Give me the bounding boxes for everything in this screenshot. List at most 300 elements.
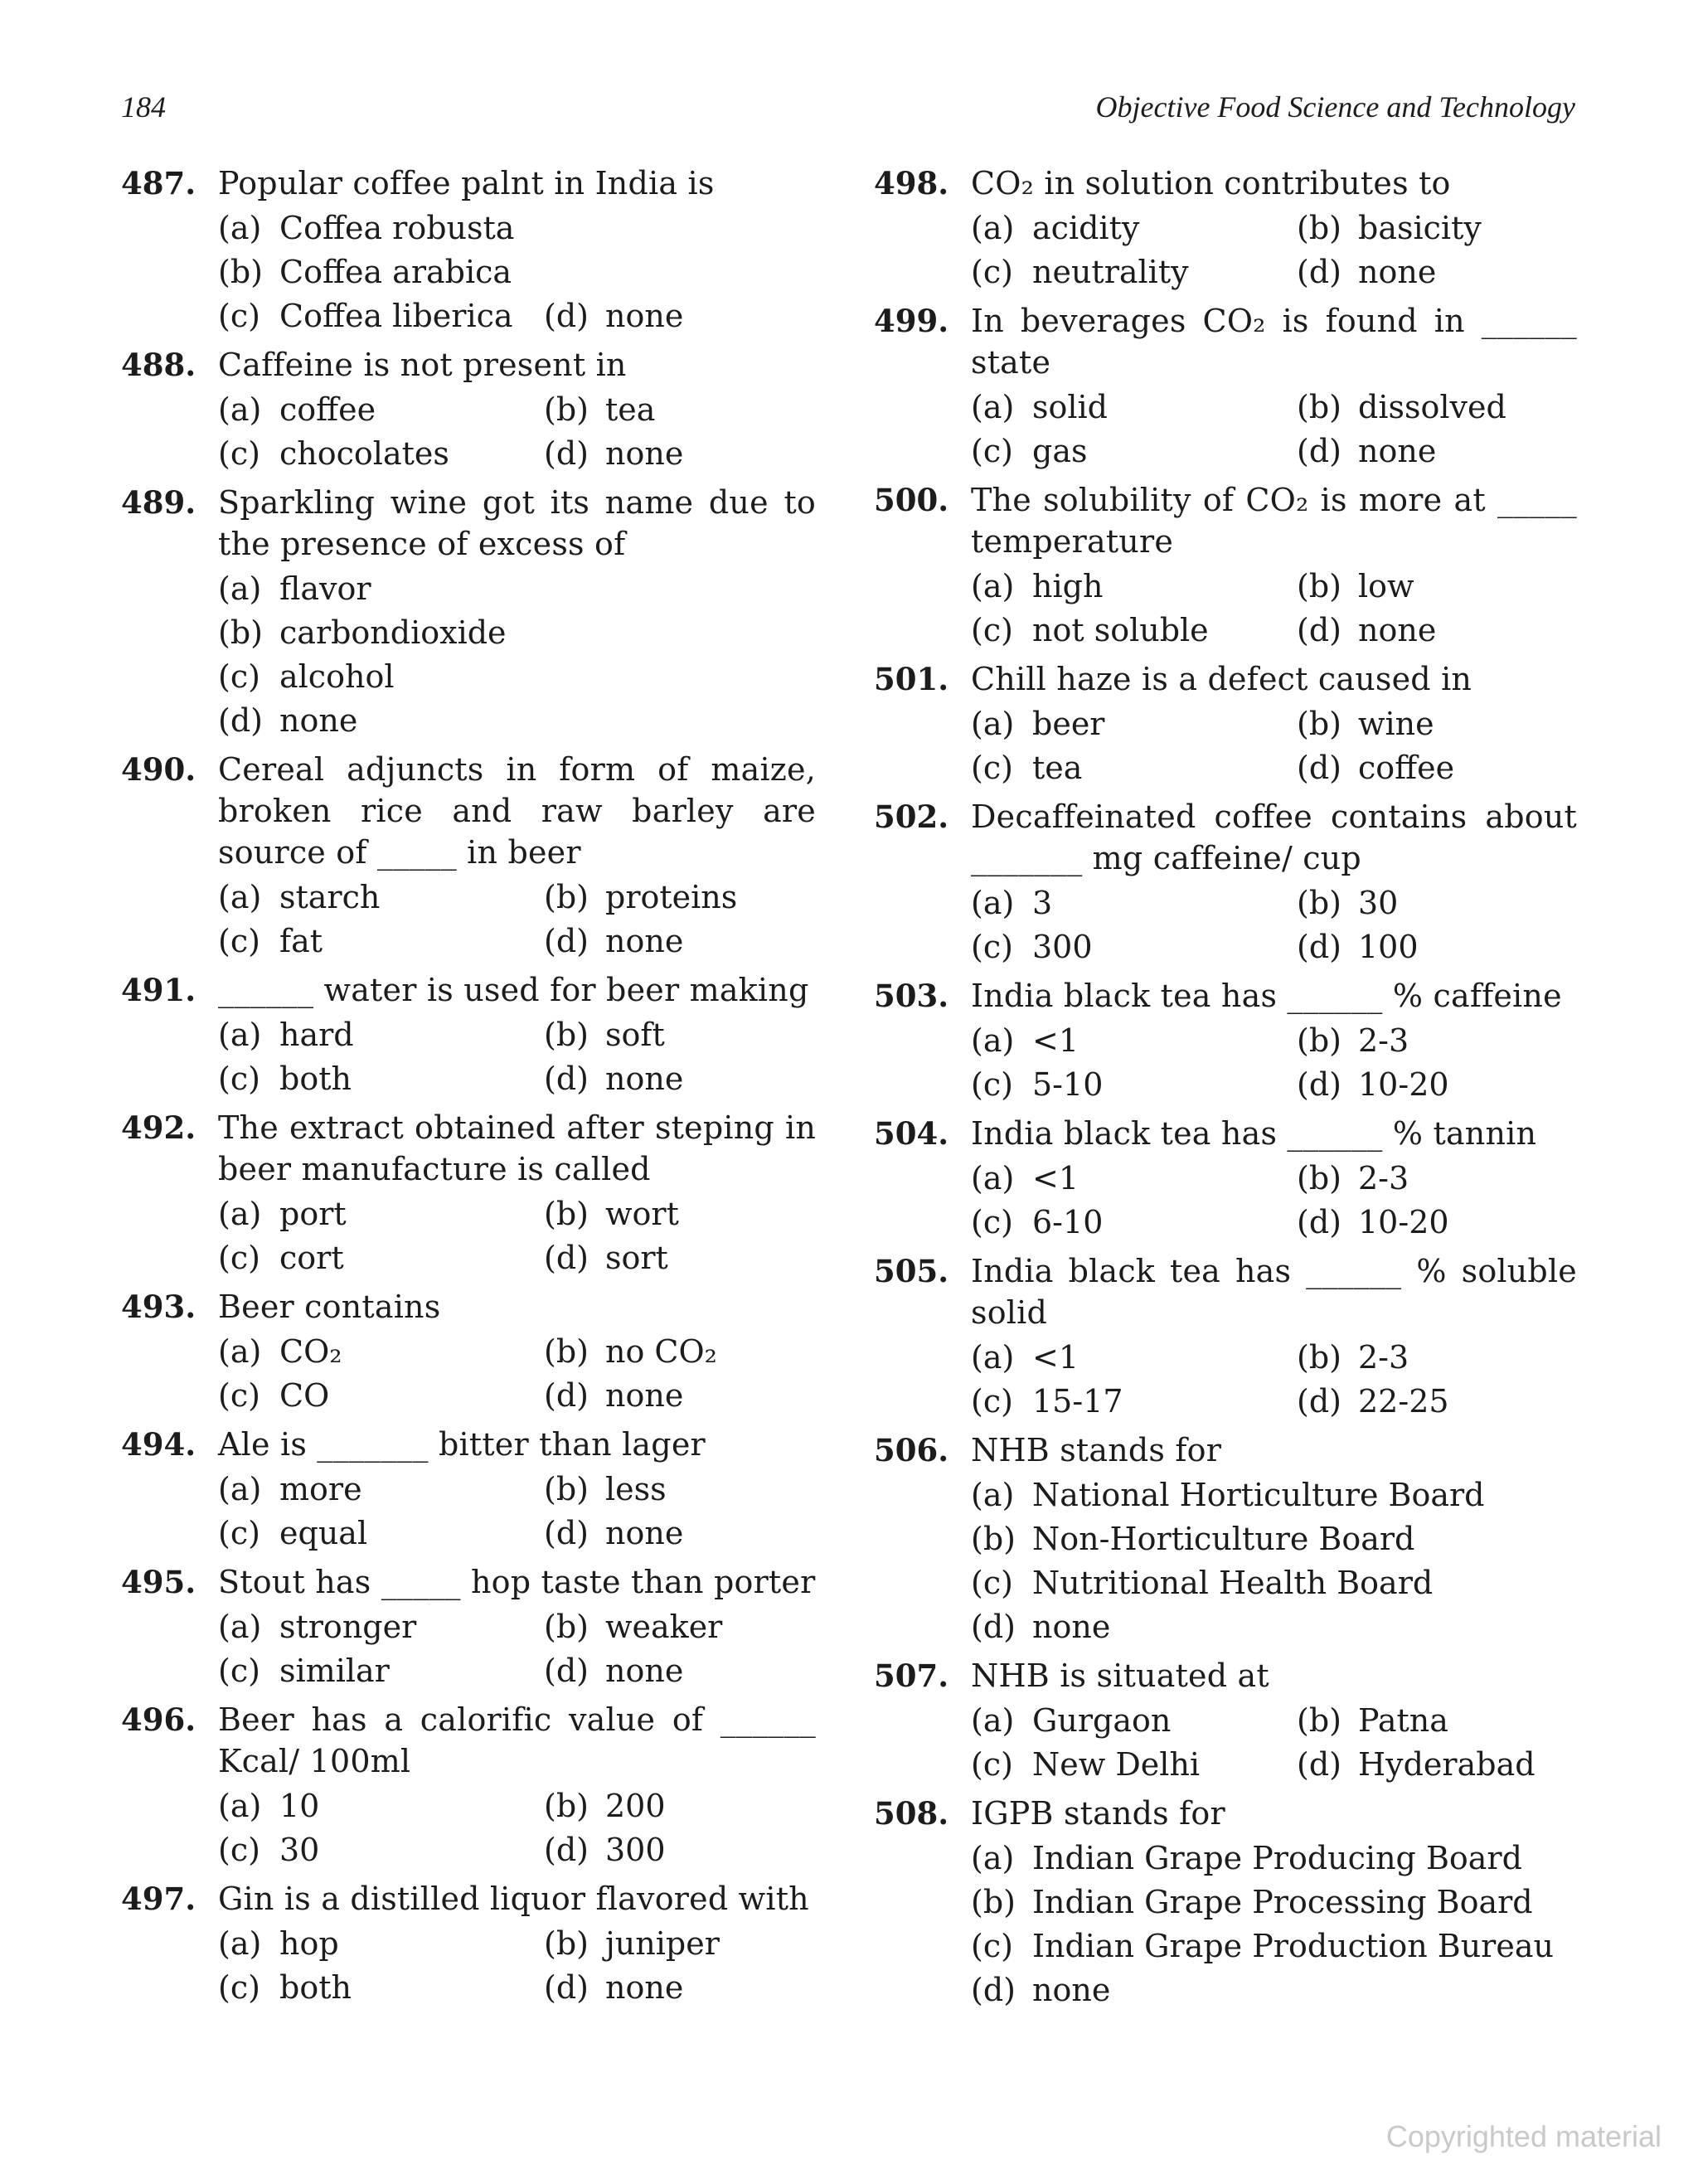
- question-stem: The solubility of CO₂ is more at _____ temperature: [971, 482, 1577, 560]
- option-list: [971, 1158, 1577, 1244]
- option-label: (a): [971, 1160, 1015, 1196]
- option-label: (d): [544, 1060, 589, 1097]
- option-list: [218, 1331, 816, 1417]
- option-text: stronger: [279, 1609, 417, 1645]
- option-label: (b): [544, 1609, 589, 1645]
- option-text: CO: [279, 1377, 330, 1414]
- option-item: [544, 1014, 816, 1056]
- question-number: 492.: [121, 1109, 196, 1146]
- option-text: no CO₂: [605, 1333, 717, 1370]
- option-label: (b): [1297, 1702, 1341, 1739]
- option-item: [544, 1606, 816, 1648]
- option-item: [544, 1829, 816, 1871]
- option-label: (d): [971, 1972, 1016, 2008]
- option-item: [218, 1468, 544, 1511]
- option-item: [1297, 703, 1577, 745]
- option-label: (d): [544, 923, 589, 959]
- option-label: (d): [544, 1969, 589, 2006]
- option-item: [971, 1201, 1297, 1244]
- option-item: [1297, 565, 1577, 608]
- option-item: [218, 612, 816, 654]
- option-item: [971, 1700, 1297, 1742]
- option-label: (c): [971, 750, 1013, 786]
- page-header: [121, 90, 1575, 136]
- option-list: [971, 1837, 1577, 2012]
- option-text: none: [605, 298, 684, 334]
- option-item: [544, 1193, 816, 1235]
- option-list: [971, 565, 1577, 652]
- option-label: (a): [218, 391, 262, 428]
- question-stem: Cereal adjuncts in form of maize, broken rice and raw barley are source of _____ in beer: [218, 751, 816, 871]
- option-text: 30: [1358, 885, 1399, 921]
- option-list: [971, 1474, 1577, 1648]
- option-label: (c): [971, 1383, 1013, 1420]
- question-stem: The extract obtained after steping in beer manufacture is called: [218, 1109, 816, 1187]
- option-item: [971, 1606, 1577, 1648]
- option-item: [218, 1650, 544, 1692]
- option-item: [544, 1650, 816, 1692]
- option-list: [218, 1468, 816, 1555]
- option-text: tea: [605, 391, 656, 428]
- option-text: basicity: [1358, 210, 1482, 246]
- option-item: [1297, 1020, 1577, 1062]
- option-item: [1297, 1700, 1577, 1742]
- option-label: (a): [971, 1702, 1015, 1739]
- option-label: (d): [1297, 1066, 1341, 1103]
- option-label: (d): [544, 1653, 589, 1689]
- question-item: [874, 1113, 1577, 1244]
- option-text: <1: [1032, 1022, 1079, 1059]
- option-item: [971, 703, 1297, 745]
- option-text: port: [279, 1196, 347, 1232]
- option-label: (a): [971, 568, 1015, 604]
- option-item: [971, 1158, 1297, 1200]
- option-text: 300: [605, 1832, 666, 1868]
- option-label: (c): [971, 254, 1013, 290]
- option-text: 2-3: [1358, 1022, 1409, 1059]
- question-item: [121, 969, 816, 1100]
- question-item: [121, 1699, 816, 1871]
- option-item: [1297, 1201, 1577, 1244]
- option-label: (c): [971, 1204, 1013, 1240]
- option-text: cort: [279, 1240, 344, 1276]
- option-label: (a): [218, 570, 262, 607]
- option-text: National Horticulture Board: [1032, 1477, 1485, 1513]
- option-label: (a): [218, 879, 262, 915]
- left-question-column: [121, 163, 816, 2016]
- option-label: (a): [971, 1339, 1015, 1376]
- option-label: (b): [544, 879, 589, 915]
- option-item: [544, 876, 816, 919]
- option-label: (b): [1297, 1160, 1341, 1196]
- option-list: [218, 1923, 816, 2009]
- option-text: CO₂: [279, 1333, 342, 1370]
- option-label: (a): [218, 210, 262, 246]
- option-label: (d): [544, 1377, 589, 1414]
- question-item: [121, 482, 816, 742]
- option-text: not soluble: [1032, 612, 1209, 648]
- option-label: (d): [1297, 1383, 1341, 1420]
- option-text: carbondioxide: [279, 614, 507, 651]
- option-text: 6-10: [1032, 1204, 1104, 1240]
- option-text: neutrality: [1032, 254, 1189, 290]
- option-text: none: [605, 435, 684, 472]
- option-list: [218, 568, 816, 742]
- option-label: (b): [971, 1884, 1016, 1920]
- question-item: [874, 479, 1577, 652]
- option-text: Indian Grape Producing Board: [1032, 1840, 1522, 1876]
- option-item: [971, 1337, 1297, 1379]
- option-item: [971, 1562, 1577, 1604]
- option-text: more: [279, 1471, 362, 1507]
- question-stem: Beer contains: [218, 1289, 441, 1325]
- option-list: [218, 1193, 816, 1279]
- option-text: <1: [1032, 1339, 1079, 1376]
- question-stem: In beverages CO₂ is found in ______ state: [971, 303, 1577, 381]
- option-label: (b): [1297, 389, 1341, 425]
- option-list: [971, 1700, 1577, 1786]
- option-text: dissolved: [1358, 389, 1506, 425]
- option-item: [544, 295, 816, 337]
- option-label: (d): [1297, 1746, 1341, 1783]
- option-item: [1297, 386, 1577, 429]
- question-number: 496.: [121, 1701, 196, 1738]
- question-number: 493.: [121, 1289, 196, 1325]
- option-item: [971, 1381, 1297, 1423]
- option-label: (b): [971, 1521, 1016, 1557]
- option-label: (c): [971, 929, 1013, 965]
- question-item: [874, 1655, 1577, 1786]
- question-stem: NHB stands for: [971, 1432, 1222, 1468]
- option-text: Coffea liberica: [279, 298, 513, 334]
- question-number: 495.: [121, 1564, 196, 1600]
- option-label: (a): [218, 1017, 262, 1053]
- option-list: [218, 1014, 816, 1100]
- option-item: [971, 1744, 1297, 1786]
- question-stem: Chill haze is a defect caused in: [971, 661, 1472, 697]
- page-number: 184: [121, 90, 166, 124]
- option-label: (a): [971, 706, 1015, 742]
- option-text: less: [605, 1471, 667, 1507]
- option-text: New Delhi: [1032, 1746, 1201, 1783]
- question-item: [121, 163, 816, 337]
- question-stem: India black tea has ______ % soluble solid: [971, 1253, 1577, 1331]
- option-item: [544, 433, 816, 475]
- option-item: [218, 389, 544, 431]
- option-text: sort: [605, 1240, 668, 1276]
- option-text: Hyderabad: [1358, 1746, 1535, 1783]
- option-item: [1297, 430, 1577, 473]
- option-label: (b): [544, 1196, 589, 1232]
- option-label: (b): [1297, 706, 1341, 742]
- option-text: 2-3: [1358, 1160, 1409, 1196]
- option-text: starch: [279, 879, 381, 915]
- option-item: [971, 926, 1297, 968]
- option-text: none: [605, 1060, 684, 1097]
- question-number: 491.: [121, 972, 196, 1008]
- option-text: 3: [1032, 885, 1053, 921]
- option-label: (d): [1297, 929, 1341, 965]
- option-item: [544, 389, 816, 431]
- question-item: [874, 1250, 1577, 1423]
- option-label: (b): [1297, 1022, 1341, 1059]
- option-item: [1297, 251, 1577, 294]
- option-item: [218, 1967, 544, 2009]
- option-item: [1297, 207, 1577, 250]
- question-item: [874, 975, 1577, 1106]
- question-stem: Ale is _______ bitter than lager: [218, 1426, 706, 1463]
- option-text: Nutritional Health Board: [1032, 1565, 1434, 1601]
- option-item: [1297, 882, 1577, 925]
- option-label: (a): [218, 1471, 262, 1507]
- option-text: tea: [1032, 750, 1083, 786]
- option-text: Non-Horticulture Board: [1032, 1521, 1415, 1557]
- option-item: [218, 295, 544, 337]
- option-label: (c): [218, 298, 260, 334]
- option-item: [218, 1785, 544, 1827]
- question-number: 508.: [874, 1795, 949, 1832]
- option-text: 300: [1032, 929, 1093, 965]
- option-label: (c): [218, 1240, 260, 1276]
- option-text: 2-3: [1358, 1339, 1409, 1376]
- question-number: 490.: [121, 751, 196, 788]
- option-text: both: [279, 1060, 352, 1097]
- option-label: (d): [544, 1832, 589, 1868]
- option-label: (b): [544, 1333, 589, 1370]
- question-item: [121, 344, 816, 475]
- option-item: [544, 1468, 816, 1511]
- option-label: (d): [1297, 433, 1341, 469]
- option-list: [971, 703, 1577, 789]
- option-list: [971, 386, 1577, 473]
- option-text: solid: [1032, 389, 1109, 425]
- option-list: [971, 207, 1577, 294]
- option-label: (c): [218, 1515, 260, 1551]
- option-label: (a): [971, 1022, 1015, 1059]
- right-question-column: [874, 163, 1577, 2018]
- option-text: beer: [1032, 706, 1105, 742]
- option-item: [971, 1474, 1577, 1517]
- option-label: (b): [544, 1471, 589, 1507]
- question-number: 497.: [121, 1881, 196, 1917]
- option-text: <1: [1032, 1160, 1079, 1196]
- option-label: (a): [971, 1477, 1015, 1513]
- option-item: [971, 882, 1297, 925]
- option-text: none: [605, 1653, 684, 1689]
- option-label: (b): [544, 1788, 589, 1824]
- question-stem: India black tea has ______ % tannin: [971, 1115, 1537, 1152]
- question-stem: ______ water is used for beer making: [218, 972, 809, 1008]
- option-text: Indian Grape Processing Board: [1032, 1884, 1533, 1920]
- option-item: [218, 1193, 544, 1235]
- option-item: [218, 433, 544, 475]
- option-text: none: [1358, 433, 1437, 469]
- copyright-watermark: Copyrighted material: [1385, 2119, 1662, 2153]
- option-item: [544, 1785, 816, 1827]
- option-text: fat: [279, 923, 323, 959]
- question-item: [874, 1429, 1577, 1648]
- option-label: (c): [971, 433, 1013, 469]
- option-text: Coffea robusta: [279, 210, 515, 246]
- option-text: low: [1358, 568, 1414, 604]
- question-number: 501.: [874, 661, 949, 697]
- option-item: [544, 1331, 816, 1373]
- question-stem: India black tea has ______ % caffeine: [971, 978, 1562, 1014]
- option-item: [218, 1829, 544, 1871]
- option-label: (c): [218, 658, 260, 695]
- option-label: (b): [218, 254, 263, 290]
- question-item: [121, 1878, 816, 2009]
- option-item: [218, 1606, 544, 1648]
- option-item: [971, 207, 1297, 250]
- option-text: weaker: [605, 1609, 723, 1645]
- option-item: [971, 1881, 1577, 1924]
- question-item: [121, 1107, 816, 1279]
- option-text: wort: [605, 1196, 679, 1232]
- question-number: 507.: [874, 1657, 949, 1694]
- option-text: similar: [279, 1653, 390, 1689]
- option-item: [1297, 1381, 1577, 1423]
- option-text: Gurgaon: [1032, 1702, 1172, 1739]
- option-label: (d): [544, 1515, 589, 1551]
- question-item: [874, 796, 1577, 968]
- option-item: [218, 1237, 544, 1279]
- option-label: (d): [1297, 254, 1341, 290]
- option-item: [971, 1837, 1577, 1880]
- question-number: 499.: [874, 303, 949, 339]
- option-label: (a): [971, 885, 1015, 921]
- question-item: [874, 300, 1577, 473]
- option-item: [1297, 1744, 1577, 1786]
- option-item: [218, 1512, 544, 1555]
- question-stem: Popular coffee palnt in India is: [218, 165, 715, 201]
- option-text: none: [1032, 1972, 1111, 2008]
- question-stem: Gin is a distilled liquor flavored with: [218, 1881, 809, 1917]
- question-number: 502.: [874, 798, 949, 835]
- option-text: coffee: [1358, 750, 1455, 786]
- option-text: 15-17: [1032, 1383, 1123, 1420]
- option-item: [971, 1020, 1297, 1062]
- option-text: Indian Grape Production Bureau: [1032, 1928, 1554, 1964]
- option-text: wine: [1358, 706, 1434, 742]
- option-item: [218, 876, 544, 919]
- option-text: juniper: [605, 1925, 720, 1962]
- option-item: [971, 1064, 1297, 1106]
- option-item: [1297, 1337, 1577, 1379]
- question-stem: IGPB stands for: [971, 1795, 1225, 1832]
- option-label: (a): [971, 210, 1015, 246]
- option-text: 10-20: [1358, 1066, 1449, 1103]
- option-text: 30: [279, 1832, 320, 1868]
- option-label: (b): [1297, 210, 1341, 246]
- question-number: 506.: [874, 1432, 949, 1468]
- option-label: (c): [971, 1565, 1013, 1601]
- question-number: 494.: [121, 1426, 196, 1463]
- option-text: gas: [1032, 433, 1088, 469]
- option-item: [971, 565, 1297, 608]
- option-item: [218, 700, 816, 742]
- option-list: [218, 1785, 816, 1871]
- option-list: [971, 1020, 1577, 1106]
- option-text: 10-20: [1358, 1204, 1449, 1240]
- question-item: [874, 163, 1577, 294]
- option-label: (a): [218, 1925, 262, 1962]
- option-label: (b): [218, 614, 263, 651]
- option-list: [971, 1337, 1577, 1423]
- question-number: 503.: [874, 978, 949, 1014]
- option-text: none: [605, 1969, 684, 2006]
- option-item: [218, 1058, 544, 1100]
- question-number: 487.: [121, 165, 196, 201]
- option-text: coffee: [279, 391, 376, 428]
- option-label: (a): [971, 1840, 1015, 1876]
- option-item: [218, 1014, 544, 1056]
- option-text: acidity: [1032, 210, 1140, 246]
- option-item: [1297, 1064, 1577, 1106]
- option-text: Patna: [1358, 1702, 1448, 1739]
- option-label: (b): [544, 1017, 589, 1053]
- option-list: [218, 1606, 816, 1692]
- option-label: (c): [971, 1066, 1013, 1103]
- option-item: [544, 1237, 816, 1279]
- option-label: (a): [218, 1788, 262, 1824]
- option-item: [544, 1923, 816, 1965]
- option-label: (d): [1297, 750, 1341, 786]
- option-item: [218, 656, 816, 698]
- option-label: (c): [218, 1060, 260, 1097]
- question-item: [121, 1286, 816, 1417]
- option-label: (a): [218, 1609, 262, 1645]
- question-number: 498.: [874, 165, 949, 201]
- option-text: 100: [1358, 929, 1419, 965]
- question-number: 489.: [121, 484, 196, 521]
- option-label: (b): [1297, 568, 1341, 604]
- option-label: (c): [971, 612, 1013, 648]
- question-item: [121, 1561, 816, 1692]
- option-text: 5-10: [1032, 1066, 1104, 1103]
- option-label: (a): [971, 389, 1015, 425]
- option-label: (d): [1297, 612, 1341, 648]
- option-text: 200: [605, 1788, 666, 1824]
- option-text: none: [1358, 612, 1437, 648]
- question-stem: Decaffeinated coffee contains about _______ mg caffeine/ cup: [971, 798, 1577, 876]
- option-text: soft: [605, 1017, 665, 1053]
- option-item: [218, 1375, 544, 1417]
- option-text: 10: [279, 1788, 320, 1824]
- option-item: [971, 1969, 1577, 2012]
- option-text: none: [1358, 254, 1437, 290]
- option-item: [544, 920, 816, 963]
- question-item: [121, 749, 816, 963]
- option-label: (c): [218, 1653, 260, 1689]
- option-item: [971, 251, 1297, 294]
- option-label: (d): [544, 435, 589, 472]
- question-stem: Sparkling wine got its name due to the presence of excess of: [218, 484, 816, 562]
- option-item: [544, 1375, 816, 1417]
- book-title: Objective Food Science and Technology: [1095, 90, 1575, 124]
- option-label: (c): [218, 1377, 260, 1414]
- question-item: [874, 1793, 1577, 2012]
- question-stem: NHB is situated at: [971, 1657, 1269, 1694]
- option-label: (b): [544, 1925, 589, 1962]
- option-item: [218, 251, 816, 294]
- option-label: (c): [971, 1928, 1013, 1964]
- option-item: [218, 207, 816, 250]
- option-list: [218, 876, 816, 963]
- option-text: 22-25: [1358, 1383, 1449, 1420]
- option-item: [971, 609, 1297, 652]
- option-text: Coffea arabica: [279, 254, 512, 290]
